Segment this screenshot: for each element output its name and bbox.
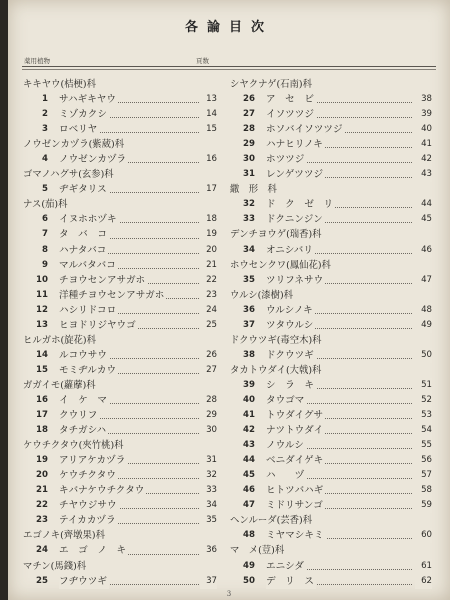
- header-rule-thin: [22, 69, 436, 70]
- plant-name: ノウルシ: [266, 438, 306, 453]
- entry-number: 46: [243, 485, 255, 496]
- plant-name: ア セ ビ: [266, 92, 316, 107]
- toc-entry: [230, 483, 430, 498]
- plant-name: イヌホホヅキ: [59, 212, 119, 227]
- family-heading: [23, 167, 223, 182]
- family-heading: [230, 182, 430, 197]
- plant-name: クウリフ: [59, 408, 99, 423]
- family-name: ヒルガホ(旋花)科: [23, 334, 96, 346]
- header-page-label: 頁数: [196, 57, 209, 65]
- plant-name: ハナヒリノキ: [266, 137, 325, 152]
- family-heading: [23, 528, 223, 543]
- entry-number: 2: [42, 109, 48, 120]
- plant-name: トウダイグサ: [266, 408, 325, 423]
- page-ref: 19: [200, 227, 217, 242]
- page-ref: 35: [200, 513, 217, 528]
- toc-entry: [23, 574, 223, 589]
- toc-entry: [23, 348, 223, 363]
- entry-number: 47: [243, 500, 255, 511]
- toc-entry: [230, 528, 430, 543]
- plant-name: サハギキヤウ: [59, 92, 118, 107]
- page-ref: 29: [200, 408, 217, 423]
- plant-name: テイカカヅラ: [59, 513, 118, 528]
- page-ref: 55: [415, 438, 432, 453]
- family-heading: [23, 197, 223, 212]
- page-ref: 56: [415, 453, 432, 468]
- entry-number: 13: [36, 319, 48, 330]
- page-ref: 54: [415, 423, 432, 438]
- page-ref: 22: [200, 273, 217, 288]
- plant-name: キバナケウチクタウ: [59, 483, 146, 498]
- family-heading: [230, 513, 430, 528]
- toc-entry: [23, 258, 223, 273]
- plant-name: シ ラ キ: [266, 378, 316, 393]
- toc-entry: [23, 363, 223, 378]
- toc-entry: [230, 378, 430, 393]
- family-name: ヘンルーダ(芸香)科: [230, 515, 313, 527]
- page-number: 3: [226, 590, 232, 598]
- family-name: タカトウダイ(大戟)科: [230, 364, 322, 376]
- page-ref: 14: [200, 107, 217, 122]
- toc-entry: [230, 92, 430, 107]
- family-heading: [23, 559, 223, 574]
- plant-name: ルコウサウ: [59, 348, 109, 363]
- toc-entry: [230, 318, 430, 333]
- entry-number: 22: [36, 500, 48, 511]
- toc-entry: [230, 197, 430, 212]
- plant-name: ノウゼンカヅラ: [59, 152, 128, 167]
- plant-name: ハ ヅ: [266, 468, 306, 483]
- entry-number: 18: [36, 425, 48, 436]
- page-ref: 33: [200, 483, 217, 498]
- plant-name: ドクウツギ: [266, 348, 316, 363]
- toc-entry: [23, 498, 223, 513]
- entry-number: 27: [243, 109, 255, 120]
- toc-entry: [23, 423, 223, 438]
- entry-number: 34: [243, 244, 255, 255]
- header-rule: [22, 66, 436, 67]
- entry-number: 32: [243, 199, 255, 210]
- page-ref: 25: [200, 318, 217, 333]
- entry-number: 4: [42, 154, 48, 165]
- plant-name: モミヂルカウ: [59, 363, 118, 378]
- toc-entry: [23, 513, 223, 528]
- entry-number: 6: [42, 214, 48, 225]
- page-ref: 38: [415, 92, 432, 107]
- page-ref: 62: [415, 574, 432, 589]
- plant-name: ハシリドコロ: [59, 303, 118, 318]
- entry-number: 20: [36, 470, 48, 481]
- toc-entry: [23, 393, 223, 408]
- page-ref: 26: [200, 348, 217, 363]
- page-ref: 16: [200, 152, 217, 167]
- plant-name: タチガシハ: [59, 423, 108, 438]
- family-name: ゴマノハグサ(玄参)科: [23, 169, 114, 181]
- toc-entry: [230, 273, 430, 288]
- family-name: ノウゼンカヅラ(紫葳)科: [23, 139, 125, 151]
- family-name: ホウセンクワ(鳳仙花)科: [230, 259, 331, 271]
- entry-number: 19: [36, 455, 48, 466]
- toc-entry: [23, 212, 223, 227]
- entry-number: 14: [36, 349, 48, 360]
- plant-name: イ ケ マ: [59, 393, 109, 408]
- page-ref: 36: [200, 543, 217, 558]
- toc-entry: [230, 152, 430, 167]
- toc-entry: [230, 167, 430, 182]
- toc-entry: [230, 212, 430, 227]
- page-ref: 49: [415, 318, 432, 333]
- page-ref: 20: [200, 243, 217, 258]
- plant-name: ミヤマシキミ: [266, 528, 326, 543]
- toc-entry: [230, 348, 430, 363]
- plant-name: ヂギタリス: [59, 182, 109, 197]
- toc-entry: [23, 303, 223, 318]
- page-ref: 18: [200, 212, 217, 227]
- plant-name: アリアケカヅラ: [59, 453, 127, 468]
- family-heading: [23, 137, 223, 152]
- plant-name: チヤウジサウ: [59, 498, 119, 513]
- family-name: キキヤウ(桔梗)科: [23, 79, 96, 90]
- family-heading: [230, 288, 430, 303]
- family-name: シヤクナゲ(石南)科: [230, 79, 312, 90]
- entry-number: 15: [36, 364, 48, 375]
- family-name: ドクウツギ(毒空木)科: [230, 334, 322, 346]
- family-heading: [23, 438, 223, 453]
- family-heading: [230, 227, 430, 242]
- family-name: ウルシ(漆樹)科: [230, 289, 294, 301]
- plant-name: ヒヨドリジヤウゴ: [59, 318, 138, 333]
- entry-number: 36: [243, 304, 255, 315]
- plant-name: ホソバイソツツジ: [266, 122, 345, 137]
- plant-name: ホツツジ: [266, 152, 306, 167]
- toc-entry: [230, 303, 430, 318]
- toc-entry: [23, 288, 223, 303]
- toc-entry: [230, 438, 430, 453]
- toc-entry: [23, 152, 223, 167]
- plant-name: レンゲツツジ: [266, 167, 325, 182]
- toc-entry: [23, 107, 223, 122]
- toc-column-right: [230, 77, 430, 589]
- page-ref: 32: [200, 468, 217, 483]
- toc-entry: [23, 122, 223, 137]
- toc-entry: [230, 408, 430, 423]
- entry-number: 44: [243, 455, 255, 466]
- entry-number: 45: [243, 470, 255, 481]
- toc-entry: [23, 92, 223, 107]
- family-heading: [23, 333, 223, 348]
- toc-entry: [23, 408, 223, 423]
- document-page: [8, 0, 450, 600]
- page-ref: 53: [415, 408, 432, 423]
- page-ref: 41: [415, 137, 432, 152]
- toc-entry: [230, 137, 430, 152]
- entry-number: 38: [243, 349, 255, 360]
- page-ref: 37: [200, 574, 217, 589]
- plant-name: ヒトツバハギ: [266, 483, 325, 498]
- page-ref: 30: [200, 423, 217, 438]
- entry-number: 50: [243, 575, 255, 586]
- page-ref: 15: [200, 122, 217, 137]
- entry-number: 49: [243, 560, 255, 571]
- plant-name: ロベリヤ: [59, 122, 99, 137]
- page-ref: 17: [200, 182, 217, 197]
- toc-entry: [23, 468, 223, 483]
- toc-entry: [230, 453, 430, 468]
- page-ref: 39: [415, 107, 432, 122]
- plant-name: チヨウセンアサガホ: [59, 273, 147, 288]
- entry-number: 43: [243, 440, 255, 451]
- page-ref: 31: [200, 453, 217, 468]
- entry-number: 8: [42, 244, 48, 255]
- family-heading: [230, 363, 430, 378]
- family-heading: [230, 333, 430, 348]
- plant-name: デ リ ス: [266, 574, 316, 589]
- toc-entry: [230, 107, 430, 122]
- plant-name: ケウチクタウ: [59, 468, 118, 483]
- family-name: ケウチクタウ(夾竹桃)科: [23, 440, 124, 452]
- toc-entry: [23, 243, 223, 258]
- plant-name: ツタウルシ: [266, 318, 315, 333]
- entry-number: 9: [42, 259, 48, 270]
- page-ref: 58: [415, 483, 432, 498]
- family-name: ガガイモ(蘿藦)科: [23, 379, 96, 391]
- family-heading: [230, 77, 430, 92]
- page-ref: 13: [200, 92, 217, 107]
- plant-name: タウゴマ: [266, 393, 306, 408]
- entry-number: 11: [36, 289, 48, 300]
- entry-number: 10: [36, 274, 48, 285]
- plant-name: ミゾカクシ: [59, 107, 109, 122]
- toc-entry: [23, 543, 223, 558]
- entry-number: 33: [243, 214, 255, 225]
- entry-number: 23: [36, 515, 48, 526]
- page-ref: 47: [415, 273, 432, 288]
- plant-name: ベニダイゲキ: [266, 453, 325, 468]
- page-ref: 52: [415, 393, 432, 408]
- entry-number: 21: [36, 485, 48, 496]
- toc-entry: [230, 393, 430, 408]
- page-ref: 24: [200, 303, 217, 318]
- entry-number: 12: [36, 304, 48, 315]
- plant-name: ツリフネサウ: [266, 273, 325, 288]
- page-ref: 51: [415, 378, 432, 393]
- entry-number: 48: [243, 530, 255, 541]
- entry-number: 30: [243, 154, 255, 165]
- entry-number: 5: [42, 184, 48, 195]
- plant-name: ウルシノキ: [266, 303, 315, 318]
- family-heading: [23, 378, 223, 393]
- plant-name: ドクニンジン: [266, 212, 325, 227]
- toc-entry: [23, 483, 223, 498]
- entry-number: 28: [243, 124, 255, 135]
- entry-number: 26: [243, 94, 255, 105]
- page-ref: 21: [200, 258, 217, 273]
- page-ref: 27: [200, 363, 217, 378]
- family-name: マチン(馬錢)科: [23, 560, 87, 572]
- entry-number: 42: [243, 425, 255, 436]
- page-ref: 44: [415, 197, 432, 212]
- toc-entry: [230, 574, 430, 589]
- family-name: 繖 形 科: [230, 184, 277, 196]
- page-ref: 40: [415, 122, 432, 137]
- toc-entry: [230, 498, 430, 513]
- plant-name: マルバタバコ: [59, 258, 118, 273]
- entry-number: 35: [243, 274, 255, 285]
- toc-entry: [230, 423, 430, 438]
- plant-name: フヂウツギ: [59, 574, 109, 589]
- page-ref: 57: [415, 468, 432, 483]
- entry-number: 29: [243, 139, 255, 150]
- plant-name: ド ク ゼ リ: [266, 197, 335, 212]
- toc-entry: [230, 243, 430, 258]
- page-ref: 61: [415, 559, 432, 574]
- toc-entry: [230, 559, 430, 574]
- plant-name: ハナタバコ: [59, 243, 108, 258]
- page-ref: 48: [415, 303, 432, 318]
- header-plant-label: 薬用植物: [24, 57, 50, 65]
- plant-name: イソツツジ: [266, 107, 316, 122]
- toc-entry: [23, 227, 223, 242]
- page-title: 各論目次: [184, 20, 273, 35]
- family-heading: [23, 77, 223, 92]
- family-name: マ メ(荳)科: [230, 545, 285, 557]
- page-ref: 45: [415, 212, 432, 227]
- page-ref: 34: [200, 498, 217, 513]
- page-ref: 50: [415, 348, 432, 363]
- toc-entry: [23, 318, 223, 333]
- plant-name: エニシダ: [266, 559, 306, 574]
- toc-entry: [230, 468, 430, 483]
- entry-number: 37: [243, 319, 255, 330]
- entry-number: 7: [42, 229, 48, 240]
- entry-number: 3: [42, 124, 48, 135]
- toc-column-left: [23, 77, 223, 589]
- plant-name: ミドリサンゴ: [266, 498, 325, 513]
- page-ref: 23: [200, 288, 217, 303]
- plant-name: オニシバリ: [266, 243, 315, 258]
- plant-name: 洋種チヨウセンアサガホ: [59, 288, 166, 303]
- entry-number: 16: [36, 394, 48, 405]
- entry-number: 39: [243, 379, 255, 390]
- entry-number: 31: [243, 169, 255, 180]
- entry-number: 17: [36, 410, 48, 421]
- family-name: エゴノキ(齊墩果)科: [23, 530, 105, 542]
- page-ref: 59: [415, 498, 432, 513]
- toc-entry: [230, 122, 430, 137]
- family-heading: [230, 543, 430, 558]
- plant-name: エ ゴ ノ キ: [59, 543, 128, 558]
- plant-name: ナツトウダイ: [266, 423, 325, 438]
- plant-name: タ バ コ: [59, 227, 109, 242]
- toc-entry: [23, 182, 223, 197]
- family-heading: [230, 258, 430, 273]
- page-ref: 46: [415, 243, 432, 258]
- entry-number: 24: [36, 545, 48, 556]
- entry-number: 25: [36, 575, 48, 586]
- family-name: ナス(茄)科: [23, 199, 68, 211]
- entry-number: 41: [243, 410, 255, 421]
- toc-entry: [23, 273, 223, 288]
- family-name: デンチヨウゲ(瑞香)科: [230, 229, 322, 241]
- page-ref: 43: [415, 167, 432, 182]
- page-ref: 60: [415, 528, 432, 543]
- toc-entry: [23, 453, 223, 468]
- entry-number: 1: [42, 94, 48, 105]
- page-ref: 28: [200, 393, 217, 408]
- page-ref: 42: [415, 152, 432, 167]
- entry-number: 40: [243, 394, 255, 405]
